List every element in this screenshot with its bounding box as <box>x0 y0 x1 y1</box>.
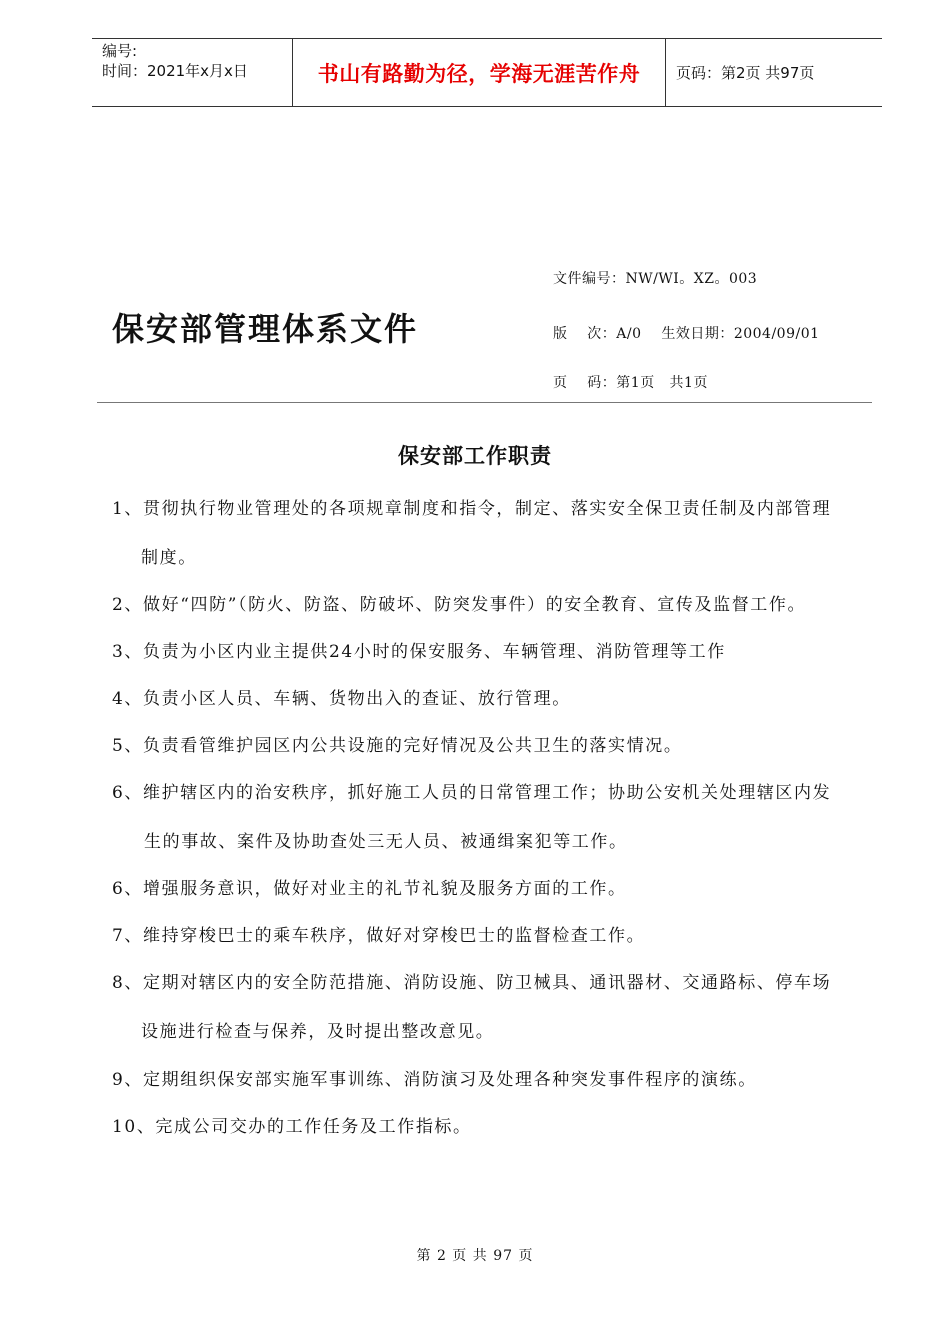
doc-number: 文件编号：NW/WI。XZ。003 <box>553 271 758 287</box>
duty-line: 设施进行检查与保养，及时提出整改意见。 <box>141 1022 495 1042</box>
duty-line: 生的事故、案件及协助查处三无人员、被通缉案犯等工作。 <box>144 832 628 852</box>
header-divider <box>97 402 872 403</box>
duty-line: 制度。 <box>141 548 197 568</box>
duty-line: 5、负责看管维护园区内公共设施的完好情况及公共卫生的落实情况。 <box>112 736 683 756</box>
section-title: 保安部工作职责 <box>398 443 552 468</box>
duty-line: 1、贯彻执行物业管理处的各项规章制度和指令，制定、落实安全保卫责任制及内部管理 <box>112 499 832 519</box>
duty-line: 9、定期组织保安部实施军事训练、消防演习及处理各种突发事件程序的演练。 <box>112 1070 757 1090</box>
document-title: 保安部管理体系文件 <box>112 310 419 348</box>
page-header <box>92 38 882 107</box>
duty-line: 2、做好“四防”（防火、防盗、防破坏、防突发事件）的安全教育、宣传及监督工作。 <box>112 595 807 615</box>
header-page-info: 页码：第2页 共97页 <box>676 64 815 82</box>
doc-page-count: 页 码：第1页 共1页 <box>553 375 708 391</box>
header-meta-cell <box>92 39 293 106</box>
header-time-label: 时间：2021年x月x日 <box>102 62 248 80</box>
duty-line: 6、增强服务意识，做好对业主的礼节礼貌及服务方面的工作。 <box>112 879 627 899</box>
header-number-label: 编号: <box>102 42 138 60</box>
header-motto: 书山有路勤为径，学海无涯苦作舟 <box>293 39 666 106</box>
duty-line: 7、维持穿梭巴士的乘车秩序，做好对穿梭巴士的监督检查工作。 <box>112 926 646 946</box>
doc-version-date: 版 次：A/0 生效日期：2004/09/01 <box>553 326 820 342</box>
page-footer: 第 2 页 共 97 页 <box>416 1248 534 1264</box>
duty-line: 4、负责小区人员、车辆、货物出入的查证、放行管理。 <box>112 689 571 709</box>
duty-line: 6、维护辖区内的治安秩序，抓好施工人员的日常管理工作；协助公安机关处理辖区内发 <box>112 783 832 803</box>
duty-line: 8、定期对辖区内的安全防范措施、消防设施、防卫械具、通讯器材、交通路标、停车场 <box>112 973 832 993</box>
duty-line: 3、负责为小区内业主提供24小时的保安服务、车辆管理、消防管理等工作 <box>112 642 726 662</box>
duty-line: 10、完成公司交办的工作任务及工作指标。 <box>112 1117 472 1137</box>
